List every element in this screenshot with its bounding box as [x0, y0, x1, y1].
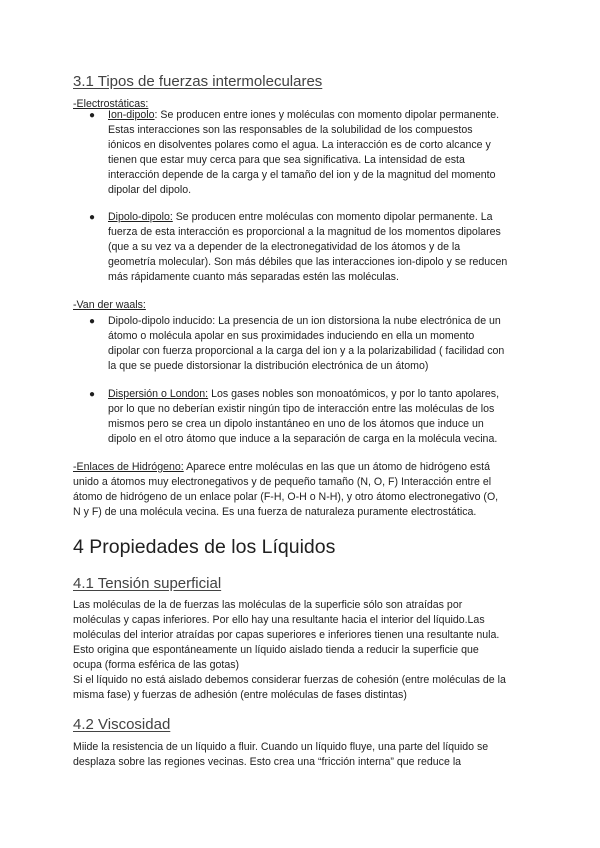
- surface-tension-paragraph: Las moléculas de la de fuerzas las moléculas de la superficie sólo son atraídas por moléculas y capas inferiores. Por ello hay una resultante hacia el interior del líquido.Las moléculas del interior atraídas por capas superiores e inferiores tienen una resultante nula. Esto origina que espontáneamente un líquido aislado tienda a reducir la superficie que ocupa (forma esférica de las gotas) Si el líquido no está aislado debemos considerar fuerzas de cohesión (entre moléculas de la misma fase) y fuerzas de adhesión (entre moléculas de fases distintas): [73, 599, 506, 701]
- term-ion-dipolo: Ion-dipolo: [108, 109, 155, 121]
- van-der-waals-label: -Van der waals:: [73, 299, 146, 311]
- section-4-heading: 4 Propiedades de los Líquidos: [73, 536, 336, 558]
- term-hidrogeno: -Enlaces de Hidrógeno:: [73, 461, 184, 473]
- bullet-dispersion-london: ● Dispersión o London: Los gases nobles son monoatómicos, y por lo tanto apolares, por lo que no deberían existir ningún tipo de interacción entre las moléculas de los mismos pero se crea un dipolo instantáneo en uno de los átomos que induce un dipolo en el otro átomo que induce a la separación de carga en la molécula vecina.: [89, 388, 500, 445]
- term-dipolo-dipolo: Dipolo-dipolo:: [108, 211, 173, 223]
- section-4-1-heading: 4.1 Tensión superficial: [73, 575, 222, 592]
- bullet-dot-icon: ●: [89, 110, 96, 121]
- bullet-ion-dipolo: ● Ion-dipolo: Se producen entre iones y moléculas con momento dipolar permanente. Estas interacciones son las responsables de la solubilidad de los compuestos iónicos en disolventes polares como el agua. La interacción es de corto alcance y tienen que estar muy cerca para que sea significativa. La intensidad de esta interacción depende de la carga y el tamaño del ion y de la magnitud del momento dipolar del dipolo.: [89, 109, 500, 196]
- term-dispersion: Dispersión o London:: [108, 388, 209, 400]
- bullet-dipolo-inducido: ● Dipolo-dipolo inducido: La presencia de un ion distorsiona la nube electrónica de un átomo o molécula apolar en sus proximidades induciendo en ella un momento dipolar con fuerza proporcional a la carga del ion y a la polarizabilidad ( facilidad con la que se puede distorsionar la distribución electrónica de un átomo): [89, 315, 505, 372]
- section-4-2-heading: 4.2 Viscosidad: [73, 716, 171, 733]
- viscosity-paragraph: Miide la resistencia de un líquido a fluir. Cuando un líquido fluye, una parte del líquido se desplaza sobre las regiones vecinas. Esto crea una “fricción interna” que reduce la: [73, 741, 489, 768]
- bullet-dot-icon: ●: [89, 389, 96, 400]
- section-3-1-heading: 3.1 Tipos de fuerzas intermoleculares: [73, 73, 323, 90]
- electrostatic-label: -Electrostáticas:: [73, 98, 149, 110]
- bullet-dipolo-dipolo: ● Dipolo-dipolo: Se producen entre moléculas con momento dipolar permanente. La fuerza de esta interacción es proporcional a la magnitud de los momentos dipolares (que a su vez va a depender de la electronegatividad de los átomos y de la geometría molecular). Son más débiles que las interacciones ion-dipolo y se reducen más rápidamente cuanto más separadas estén las moléculas.: [89, 211, 508, 283]
- bullet-dot-icon: ●: [89, 212, 96, 223]
- hydrogen-bonds-paragraph: -Enlaces de Hidrógeno: Aparece entre moléculas en las que un átomo de hidrógeno está unido a átomos muy electronegativos y de pequeño tamaño (N, O, F) Interacción entre el átomo de hidrógeno de un enlace polar (F-H, O-H o N-H), y otro átomo electronegativo (O, N y F) de una molécula vecina. Es una fuerza de naturaleza puramente electrostática.: [73, 461, 499, 518]
- bullet-dot-icon: ●: [89, 316, 96, 327]
